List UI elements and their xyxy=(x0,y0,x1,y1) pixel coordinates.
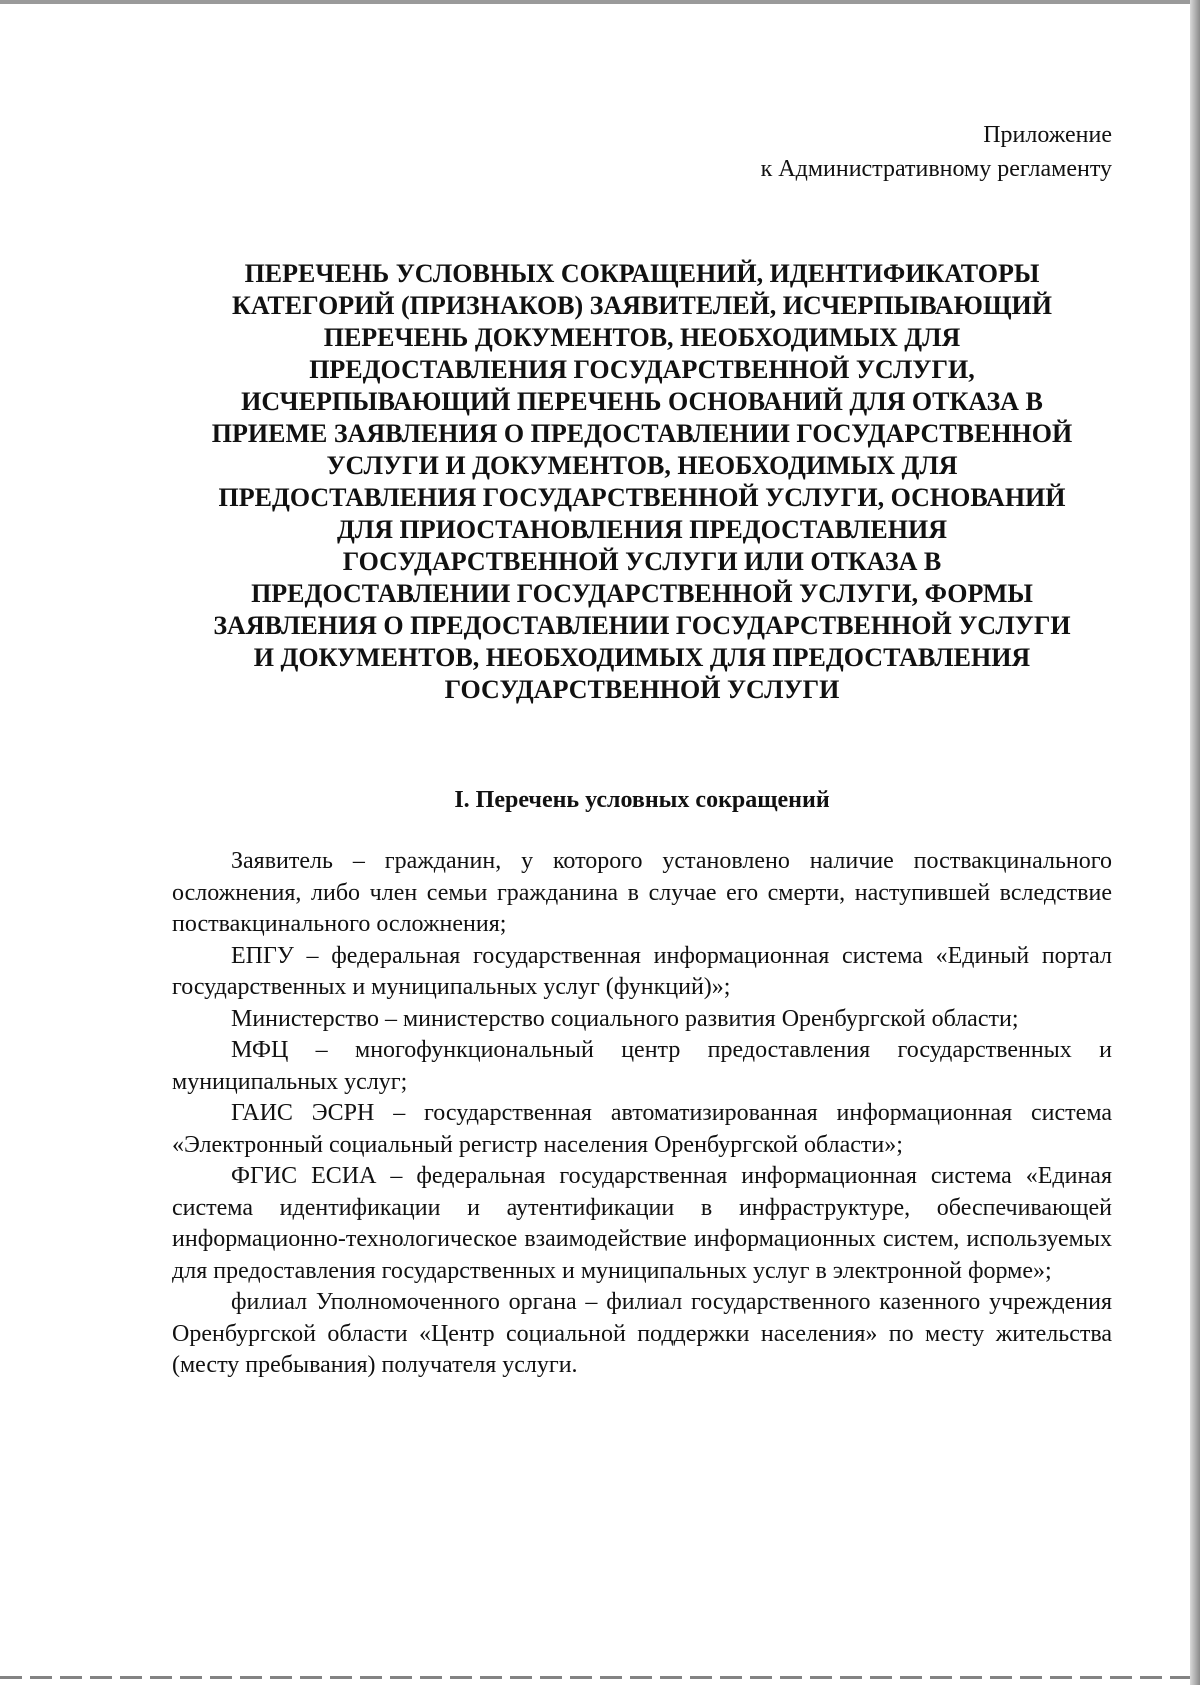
main-title-line: ИСЧЕРПЫВАЮЩИЙ ПЕРЕЧЕНЬ ОСНОВАНИЙ ДЛЯ ОТКАЗА В xyxy=(241,387,1043,416)
main-title-line: ПРЕДОСТАВЛЕНИЯ ГОСУДАРСТВЕННОЙ УСЛУГИ, ОСНОВАНИЙ xyxy=(218,483,1066,512)
main-title-line: И ДОКУМЕНТОВ, НЕОБХОДИМЫХ ДЛЯ ПРЕДОСТАВЛЕНИЯ xyxy=(253,643,1031,672)
scan-edge-right xyxy=(1190,0,1200,1685)
main-title-line: КАТЕГОРИЙ (ПРИЗНАКОВ) ЗАЯВИТЕЛЕЙ, ИСЧЕРПЫВАЮЩИЙ xyxy=(232,291,1052,320)
main-title-line: ГОСУДАРСТВЕННОЙ УСЛУГИ xyxy=(444,675,840,704)
main-title-line: ПРЕДОСТАВЛЕНИЯ ГОСУДАРСТВЕННОЙ УСЛУГИ, xyxy=(309,355,975,384)
scan-edge-bottom xyxy=(0,1676,1190,1679)
definition-epgu: ЕПГУ – федеральная государственная информационная система «Единый портал государственных и муниципальных услуг (функций)»; xyxy=(172,942,1112,1000)
main-title-line: ПЕРЕЧЕНЬ УСЛОВНЫХ СОКРАЩЕНИЙ, ИДЕНТИФИКАТОРЫ xyxy=(244,259,1040,288)
definition-gais-esrn: ГАИС ЭСРН – государственная автоматизированная информационная система «Электронный социальный регистр населения Оренбургской области»; xyxy=(172,1100,1112,1158)
definition-ministry: Министерство – министерство социального развития Оренбургской области; xyxy=(231,1005,1019,1032)
definitions-list xyxy=(172,846,1112,1382)
definition-mfc: МФЦ – многофункциональный центр предоставления государственных и муниципальных услуг; xyxy=(172,1037,1112,1095)
appendix-line-2: к Административному регламенту xyxy=(760,156,1112,182)
section-heading: I. Перечень условных сокращений xyxy=(454,787,830,813)
document-page xyxy=(172,118,1112,1382)
definition-branch: филиал Уполномоченного органа – филиал государственного казенного учреждения Оренбургской области «Центр социальной поддержки населения» по месту жительства (месту пребывания) получателя услуги. xyxy=(172,1289,1112,1378)
main-title-line: ГОСУДАРСТВЕННОЙ УСЛУГИ ИЛИ ОТКАЗА В xyxy=(342,547,942,576)
appendix-label xyxy=(172,118,1112,186)
main-title xyxy=(172,258,1112,706)
definition-fgis-esia: ФГИС ЕСИА – федеральная государственная информационная система «Единая система идентификации и аутентификации в инфраструктуре, обеспечивающей информационно-технологическое взаимодействие информационных систем, используемых для предоставления государственных и муниципальных услуг в электронной форме»; xyxy=(172,1163,1112,1284)
main-title-line: ПЕРЕЧЕНЬ ДОКУМЕНТОВ, НЕОБХОДИМЫХ ДЛЯ xyxy=(323,323,961,352)
scan-edge-top xyxy=(0,0,1200,4)
definition-applicant: Заявитель – гражданин, у которого установлено наличие поствакцинального осложнения, либо член семьи гражданина в случае его смерти, наступившей вследствие поствакцинального осложнения; xyxy=(172,848,1112,937)
main-title-line: ДЛЯ ПРИОСТАНОВЛЕНИЯ ПРЕДОСТАВЛЕНИЯ xyxy=(336,515,947,544)
main-title-line: УСЛУГИ И ДОКУМЕНТОВ, НЕОБХОДИМЫХ ДЛЯ xyxy=(326,451,958,480)
main-title-line: ЗАЯВЛЕНИЯ О ПРЕДОСТАВЛЕНИИ ГОСУДАРСТВЕННОЙ УСЛУГИ xyxy=(213,611,1071,640)
main-title-line: ПРИЕМЕ ЗАЯВЛЕНИЯ О ПРЕДОСТАВЛЕНИИ ГОСУДАРСТВЕННОЙ xyxy=(211,419,1073,448)
appendix-line-1: Приложение xyxy=(983,122,1112,148)
main-title-line: ПРЕДОСТАВЛЕНИИ ГОСУДАРСТВЕННОЙ УСЛУГИ, ФОРМЫ xyxy=(251,579,1033,608)
